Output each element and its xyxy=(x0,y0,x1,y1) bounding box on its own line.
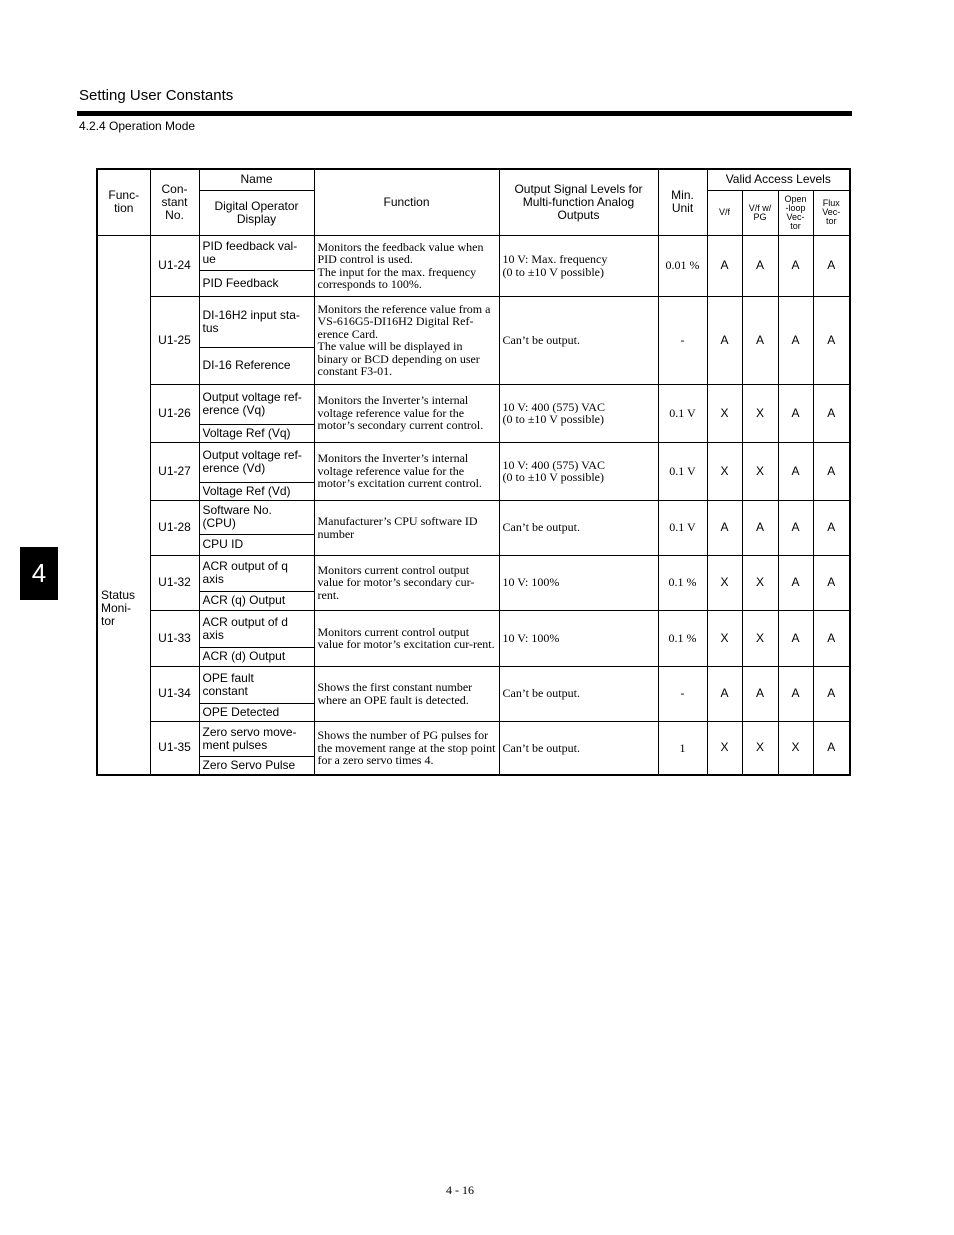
access-open-loop-vector: A xyxy=(778,500,813,555)
function-description xyxy=(314,384,499,442)
function-description xyxy=(314,666,499,721)
access-flux-vector: A xyxy=(813,666,850,721)
output-line: Can’t be output. xyxy=(502,520,580,535)
output-line: 10 V: Max. frequency xyxy=(502,252,608,266)
function-description xyxy=(314,721,499,775)
table-row xyxy=(97,235,850,270)
constant-name: Output voltage ref- erence (Vq) xyxy=(199,384,314,424)
access-flux-vector: A xyxy=(813,384,850,442)
access-vf-pg: X xyxy=(742,555,778,610)
output-line: 10 V: 400 (575) VAC xyxy=(502,457,605,472)
header-rule xyxy=(77,111,852,116)
access-vf: A xyxy=(707,296,742,384)
access-flux-vector: A xyxy=(813,442,850,500)
output-signal-level xyxy=(499,555,658,610)
access-vf: A xyxy=(707,666,742,721)
min-unit: 0.1 V xyxy=(658,384,707,442)
output-line: Can’t be output. xyxy=(502,686,580,701)
access-flux-vector: A xyxy=(813,610,850,666)
access-vf: X xyxy=(707,442,742,500)
constant-number: U1-25 xyxy=(150,296,199,384)
operator-display-name: Voltage Ref (Vd) xyxy=(199,482,314,500)
min-unit: 0.1 % xyxy=(658,610,707,666)
constant-number: U1-35 xyxy=(150,721,199,775)
output-line: 10 V: 400 (575) VAC xyxy=(502,399,605,414)
operator-display-name: CPU ID xyxy=(199,534,314,555)
output-line: (0 to ±10 V possible) xyxy=(502,264,604,279)
access-vf-pg: X xyxy=(742,442,778,500)
constant-name: ACR output of d axis xyxy=(199,610,314,647)
output-line: (0 to ±10 V possible) xyxy=(502,412,604,426)
header-min-unit: Min. Unit xyxy=(658,169,707,235)
access-vf-pg: A xyxy=(742,296,778,384)
header-output-signal: Output Signal Levels for Multi-function Analog Outputs xyxy=(499,169,658,235)
operator-display-name: OPE Detected xyxy=(199,703,314,721)
output-line: 10 V: 100% xyxy=(502,630,560,645)
table-row xyxy=(97,384,850,424)
access-vf-pg: A xyxy=(742,235,778,296)
operator-display-name: Zero Servo Pulse xyxy=(199,756,314,775)
access-open-loop-vector: A xyxy=(778,384,813,442)
group-label: Status Moni- tor xyxy=(97,235,150,775)
constant-number: U1-24 xyxy=(150,235,199,296)
function-paragraph: Monitors current control output value for motor’s secondary cur-rent. xyxy=(317,562,475,602)
access-flux-vector: A xyxy=(813,235,850,296)
header-function-desc: Function xyxy=(314,169,499,235)
access-open-loop-vector: X xyxy=(778,721,813,775)
header-vf: V/f xyxy=(707,190,742,235)
access-open-loop-vector: A xyxy=(778,235,813,296)
access-vf-pg: A xyxy=(742,666,778,721)
output-line: Can’t be output. xyxy=(502,740,580,755)
min-unit: - xyxy=(658,666,707,721)
access-vf-pg: X xyxy=(742,610,778,666)
output-line: 10 V: 100% xyxy=(502,575,560,590)
constant-number: U1-33 xyxy=(150,610,199,666)
function-paragraph: Manufacturer’s CPU software ID number xyxy=(317,514,478,541)
function-paragraph: Monitors the Inverter’s internal voltage reference value for the motor’s excitation current control. xyxy=(317,451,482,491)
operator-display-name: Voltage Ref (Vq) xyxy=(199,424,314,442)
table-row xyxy=(97,610,850,647)
header-name: Name xyxy=(199,169,314,190)
function-paragraph: Monitors the reference value from a VS-616G5-DI16H2 Digital Ref-erence Card. xyxy=(317,301,491,341)
access-vf-pg: X xyxy=(742,384,778,442)
output-signal-level xyxy=(499,235,658,296)
output-signal-level xyxy=(499,610,658,666)
function-description xyxy=(314,442,499,500)
table-row xyxy=(97,721,850,756)
output-line: Can’t be output. xyxy=(502,332,580,347)
function-paragraph: Monitors the Inverter’s internal voltage reference value for the motor’s secondary current control. xyxy=(317,393,484,433)
table-row xyxy=(97,442,850,482)
header-constant-no: Con- stant No. xyxy=(150,169,199,235)
output-line: (0 to ±10 V possible) xyxy=(502,470,604,484)
chapter-tab xyxy=(20,547,58,600)
constant-name: Software No. (CPU) xyxy=(199,500,314,534)
constant-number: U1-27 xyxy=(150,442,199,500)
subsection-title: 4.2.4 Operation Mode xyxy=(79,119,196,133)
access-vf: X xyxy=(707,610,742,666)
constant-name: DI-16H2 input sta- tus xyxy=(199,296,314,347)
function-description xyxy=(314,500,499,555)
min-unit: 0.01 % xyxy=(658,235,707,296)
access-flux-vector: A xyxy=(813,555,850,610)
chapter-number: 4 xyxy=(31,558,47,588)
table-row xyxy=(97,296,850,347)
function-description xyxy=(314,610,499,666)
constant-number: U1-28 xyxy=(150,500,199,555)
output-signal-level xyxy=(499,296,658,384)
page-number: 4 - 16 xyxy=(446,1183,474,1197)
constant-name: Zero servo move- ment pulses xyxy=(199,721,314,756)
constant-name: PID feedback val- ue xyxy=(199,235,314,270)
access-open-loop-vector: A xyxy=(778,610,813,666)
header-flux-vector: Flux Vec- tor xyxy=(813,190,850,235)
function-description xyxy=(314,296,499,384)
function-paragraph: Shows the first constant number where an OPE fault is detected. xyxy=(317,680,473,707)
min-unit: 0.1 V xyxy=(658,442,707,500)
function-paragraph: Shows the number of PG pulses for the movement range at the stop point for a zero servo times 4. xyxy=(317,728,496,767)
min-unit: - xyxy=(658,296,707,384)
access-vf: X xyxy=(707,555,742,610)
function-paragraph: Monitors the feedback value when PID control is used. xyxy=(317,239,484,266)
header-vf-pg: V/f w/ PG xyxy=(742,190,778,235)
operator-display-name: ACR (q) Output xyxy=(199,591,314,610)
table-row xyxy=(97,500,850,534)
table-row xyxy=(97,666,850,703)
output-signal-level xyxy=(499,384,658,442)
min-unit: 1 xyxy=(658,721,707,775)
min-unit: 0.1 V xyxy=(658,500,707,555)
output-signal-level xyxy=(499,666,658,721)
output-signal-level xyxy=(499,721,658,775)
access-vf: A xyxy=(707,235,742,296)
constant-name: ACR output of q axis xyxy=(199,555,314,591)
access-vf: X xyxy=(707,384,742,442)
constant-name: OPE fault constant xyxy=(199,666,314,703)
operator-display-name: PID Feedback xyxy=(199,270,314,296)
access-flux-vector: A xyxy=(813,721,850,775)
table-row xyxy=(97,555,850,591)
output-signal-level xyxy=(499,442,658,500)
function-paragraph: Monitors current control output value for motor’s excitation cur-rent. xyxy=(317,624,495,651)
min-unit: 0.1 % xyxy=(658,555,707,610)
access-open-loop-vector: A xyxy=(778,442,813,500)
access-open-loop-vector: A xyxy=(778,296,813,384)
header-open-loop-vector: Open -loop Vec- tor xyxy=(778,190,813,235)
access-vf: X xyxy=(707,721,742,775)
access-flux-vector: A xyxy=(813,296,850,384)
section-title: Setting User Constants xyxy=(79,87,234,104)
function-description xyxy=(314,555,499,610)
constant-number: U1-26 xyxy=(150,384,199,442)
function-description xyxy=(314,235,499,296)
header-function: Func- tion xyxy=(97,169,150,235)
access-open-loop-vector: A xyxy=(778,555,813,610)
function-paragraph: The input for the max. frequency corresponds to 100%. xyxy=(317,264,477,291)
access-vf-pg: A xyxy=(742,500,778,555)
access-vf: A xyxy=(707,500,742,555)
operator-display-name: ACR (d) Output xyxy=(199,647,314,666)
constant-name: Output voltage ref- erence (Vd) xyxy=(199,442,314,482)
output-signal-level xyxy=(499,500,658,555)
access-vf-pg: X xyxy=(742,721,778,775)
function-paragraph: The value will be displayed in binary or BCD depending on user constant F3-01. xyxy=(317,339,480,378)
header-digital-operator-display: Digital Operator Display xyxy=(199,190,314,235)
constant-number: U1-32 xyxy=(150,555,199,610)
operator-display-name: DI-16 Reference xyxy=(199,347,314,384)
header-valid-access-levels: Valid Access Levels xyxy=(707,169,850,190)
monitor-table xyxy=(96,168,851,776)
access-flux-vector: A xyxy=(813,500,850,555)
constant-number: U1-34 xyxy=(150,666,199,721)
access-open-loop-vector: A xyxy=(778,666,813,721)
